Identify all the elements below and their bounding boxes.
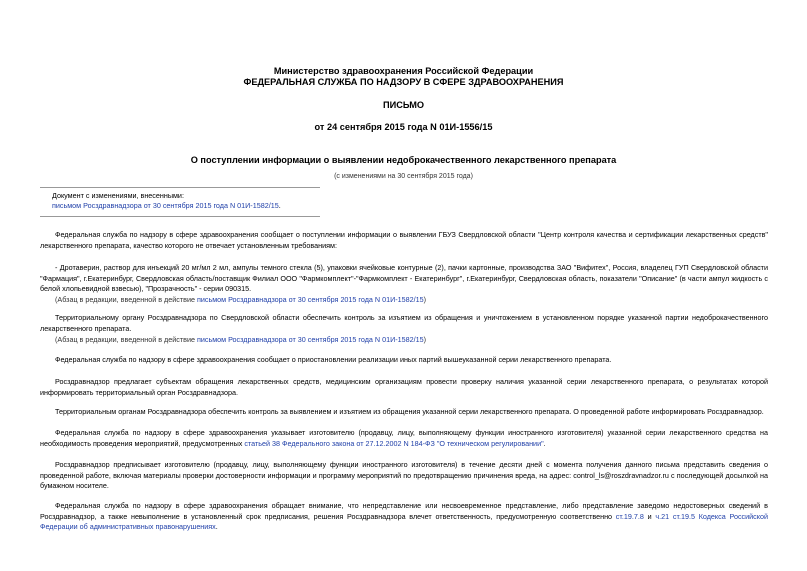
document-type: ПИСЬМО bbox=[382, 100, 425, 110]
document-subtitle: (с изменениями на 30 сентября 2015 года) bbox=[334, 173, 473, 180]
paragraph-8: Росздравнадзор предписывает изготовителю (продавцу, лицу, выполняющему функции иностранного изготовителя) в течение десяти дней с момента получения данного письма представить сведения о проведенной работе, включая материалы проверки достоверности информации и программу мероприятий по предотвращению причинения вреда, на адрес: control_ls@roszdravnadzor.ru с последующей досылкой на бумажном носителе. bbox=[40, 460, 768, 491]
paragraph-7 bbox=[40, 428, 768, 449]
code-article-link-2[interactable]: ч.21 ст.19.5 Кодекса Российской Федерации об административных правонарушениях bbox=[40, 511, 768, 532]
paragraph-9-text: Федеральная служба по надзору в сфере здравоохранения обращает внимание, что непредставление или несвоевременное представление, либо представление заведомо недостоверных сведений в Росздравнадзор, а также невыполнение в установленный срок предписания, решения Росздравнадзора влечет ответственность, предусмотренную соответственно bbox=[40, 501, 768, 521]
paragraph-9 bbox=[40, 501, 768, 533]
ministry-name: Министерство здравоохранения Российской Федерации bbox=[273, 66, 534, 76]
paragraph-3: Территориальному органу Росздравнадзора по Свердловской области обеспечить контроль за изъятием из обращения и уничтожением в установленном порядке указанной партии недоброкачественного лекарственного препарата. bbox=[40, 313, 768, 333]
amendment-intro: (Абзац в редакции, введенной в действие bbox=[55, 335, 197, 344]
amendment-end: ) bbox=[423, 335, 427, 344]
paragraph-1: Федеральная служба по надзору в сфере здравоохранения сообщает о поступлении информации о выявлении ГБУЗ Свердловской области "Центр контроля качества и сертификации лекарственных средств" лекарственного препарата, качество которого не отвечает установленным требованиям: bbox=[40, 230, 768, 250]
changes-intro: Документ с изменениями, внесенными: bbox=[52, 191, 184, 200]
paragraph-7-end: . bbox=[543, 438, 546, 448]
paragraph-4: Федеральная служба по надзору в сфере здравоохранения сообщает о приостановлении реализации иных партий вышеуказанной серии лекарственного препарата. bbox=[55, 355, 612, 364]
paragraph-5: Росздравнадзор предлагает субъектам обращения лекарственных средств, медицинским организациям провести проверку наличия указанной серии лекарственного препарата, о результатах которой информировать территориальный орган Росздравнадзора. bbox=[40, 377, 768, 397]
paragraph-7-text: Федеральная служба по надзору в сфере здравоохранения указывает изготовителю (продавцу, лицу, выполняющему функции иностранного изготовителя) указанной серии лекарственного средства на необходимость проведения мероприятий, предусмотренных bbox=[40, 428, 768, 448]
service-name: ФЕДЕРАЛЬНАЯ СЛУЖБА ПО НАДЗОРУ В СФЕРЕ ЗДРАВООХРАНЕНИЯ bbox=[243, 77, 564, 87]
paragraph-9-end: . bbox=[215, 522, 218, 532]
federal-law-link[interactable]: статьей 38 Федерального закона от 27.12.2002 N 184-ФЗ "О техническом регулировании" bbox=[244, 438, 544, 448]
amendment-note-2 bbox=[40, 335, 768, 346]
code-article-link-1[interactable]: ст.19.7.8 bbox=[615, 511, 644, 521]
amendment-end: ) bbox=[423, 295, 427, 304]
paragraph-2: - Дротаверин, раствор для инъекций 20 мг/мл 2 мл, ампулы темного стекла (5), упаковки ячейковые контурные (2), пачки картонные, производства ЗАО "Вифитех", Россия, владелец ГУП Свердловской области "Фармация", г.Екатеринбург, Свердловская область/поставщик Филиал ООО "Фармкомплект"-"Фармкомплект - Екатеринбург", г.Екатеринбург, Свердловская область, показатели "Описание" (в части ампул жидкость с белой хлопьевидной взвесью), "Прозрачность" - серии 090315. bbox=[40, 263, 768, 294]
paragraph-9-mid: и bbox=[643, 511, 656, 521]
changes-line bbox=[52, 201, 320, 211]
amendment-link-2[interactable]: письмом Росздравнадзора от 30 сентября 2015 года N 01И-1582/15 bbox=[196, 335, 424, 344]
amendment-note-1 bbox=[40, 295, 768, 306]
document-date: от 24 сентября 2015 года N 01И-1556/15 bbox=[314, 122, 493, 132]
changes-note bbox=[52, 191, 320, 211]
changes-link[interactable]: письмом Росздравнадзора от 30 сентября 2015 года N 01И-1582/15 bbox=[52, 201, 279, 210]
changes-top-rule bbox=[40, 187, 320, 188]
changes-bottom-rule bbox=[40, 216, 320, 217]
amendment-intro: (Абзац в редакции, введенной в действие bbox=[55, 295, 197, 304]
changes-end: . bbox=[278, 201, 281, 210]
document-title: О поступлении информации о выявлении недоброкачественного лекарственного препарата bbox=[190, 155, 617, 165]
amendment-link-1[interactable]: письмом Росздравнадзора от 30 сентября 2015 года N 01И-1582/15 bbox=[196, 295, 424, 304]
paragraph-6: Территориальным органам Росздравнадзора обеспечить контроль за выявлением и изъятием из обращения указанной серии лекарственного препарата. О проведенной работе информировать Росздравнадзор. bbox=[55, 407, 764, 416]
